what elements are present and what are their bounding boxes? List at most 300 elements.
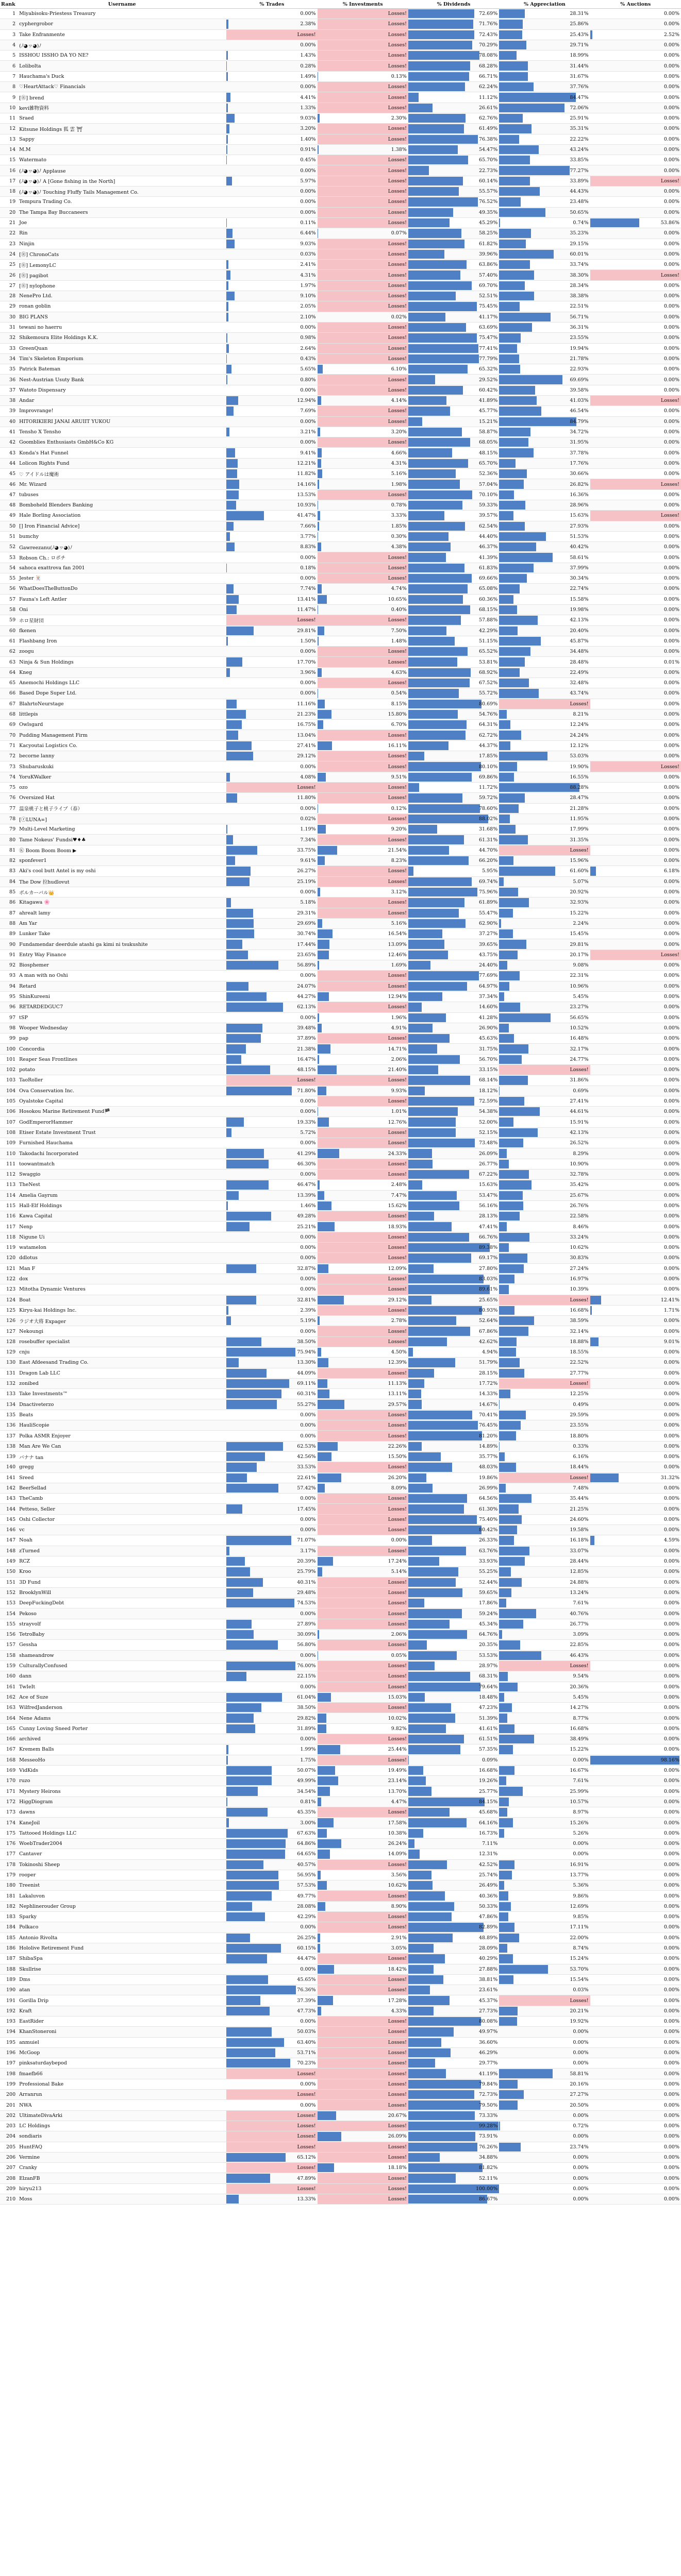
- percentage-value: Losses!: [388, 1548, 407, 1554]
- percentage-value: 52.51%: [479, 293, 498, 299]
- investments-cell: [318, 385, 408, 395]
- dividends-cell: [408, 521, 499, 531]
- percentage-value: 14.67%: [479, 1401, 498, 1408]
- percentage-value: 45.77%: [479, 408, 498, 414]
- trades-cell: [226, 19, 317, 29]
- table-row: [0, 866, 681, 876]
- percentage-value: 11.95%: [570, 816, 589, 822]
- percentage-value: 26.82%: [570, 481, 589, 487]
- trades-cell: [226, 740, 317, 751]
- investments-cell: [318, 1316, 408, 1326]
- auctions-cell: [590, 1943, 681, 1953]
- appreciation-cell: [499, 92, 590, 103]
- percentage-value: 0.00%: [663, 1192, 679, 1198]
- username-cell: Sraed: [18, 113, 226, 123]
- percentage-bar: [226, 543, 235, 551]
- percentage-bar: [226, 490, 239, 499]
- percentage-value: 33.74%: [570, 262, 589, 268]
- appreciation-cell: [499, 1755, 590, 1765]
- table-row: [0, 249, 681, 259]
- percentage-value: 49.28%: [297, 1213, 316, 1219]
- appreciation-cell: [499, 113, 590, 123]
- percentage-bar: [408, 1087, 425, 1095]
- percentage-bar: [408, 532, 449, 541]
- percentage-value: 58.61%: [570, 554, 589, 561]
- appreciation-cell: [499, 876, 590, 887]
- percentage-value: 4.94%: [482, 1349, 498, 1355]
- percentage-bar: [318, 710, 332, 719]
- percentage-bar: [408, 2090, 474, 2099]
- percentage-value: 0.72%: [573, 2123, 589, 2129]
- appreciation-cell: [499, 1420, 590, 1431]
- percentage-bar: [408, 1588, 462, 1597]
- column-header-appreciation[interactable]: % Appreciation: [499, 0, 590, 9]
- percentage-value: 0.00%: [663, 167, 679, 174]
- username-cell: KaneJoil: [18, 1818, 226, 1828]
- username-cell: Owlsgard: [18, 720, 226, 730]
- rank-cell: 19: [0, 197, 18, 207]
- percentage-bar: [226, 1986, 296, 1994]
- trades-cell: [226, 1692, 317, 1702]
- percentage-bar: [226, 281, 228, 290]
- percentage-value: 2.24%: [573, 920, 589, 926]
- table-body: [0, 9, 681, 2205]
- table-row: [0, 1723, 681, 1734]
- percentage-value: 5.36%: [573, 1883, 589, 1889]
- percentage-value: 61.49%: [479, 126, 498, 132]
- percentage-bar: [408, 1003, 422, 1011]
- percentage-value: Losses!: [388, 282, 407, 289]
- trades-cell: [226, 1786, 317, 1797]
- percentage-value: 65.52%: [479, 649, 498, 655]
- percentage-bar: [408, 250, 444, 259]
- auctions-cell: [590, 2163, 681, 2173]
- percentage-bar: [226, 1473, 247, 1482]
- percentage-bar: [318, 114, 320, 123]
- percentage-bar: [318, 720, 324, 729]
- auctions-cell: [590, 604, 681, 615]
- percentage-value: 77.79%: [479, 355, 498, 362]
- appreciation-cell: [499, 207, 590, 217]
- username-cell: [ⓡLUNA∞]: [18, 814, 226, 824]
- trades-cell: [226, 1734, 317, 1744]
- percentage-value: 0.00%: [663, 325, 679, 331]
- rank-cell: 48: [0, 500, 18, 510]
- investments-cell: [318, 751, 408, 761]
- percentage-bar: [318, 856, 325, 865]
- trades-cell: [226, 1660, 317, 1671]
- dividends-cell: [408, 197, 499, 207]
- percentage-bar: [318, 1316, 320, 1325]
- auctions-cell: [590, 165, 681, 176]
- percentage-value: 19.90%: [570, 764, 589, 770]
- investments-cell: [318, 1807, 408, 1818]
- percentage-value: 27.41%: [297, 742, 316, 749]
- rank-cell: 58: [0, 604, 18, 615]
- percentage-value: 61.04%: [297, 1694, 316, 1700]
- appreciation-cell: [499, 1587, 590, 1598]
- auctions-cell: [590, 176, 681, 186]
- appreciation-cell: [499, 594, 590, 604]
- percentage-bar: [499, 1954, 513, 1963]
- investments-cell: [318, 615, 408, 625]
- percentage-bar: [408, 2059, 436, 2067]
- percentage-value: 0.00%: [300, 1014, 316, 1021]
- table-row: [0, 1107, 681, 1117]
- percentage-bar: [408, 386, 463, 395]
- percentage-value: 42.13%: [570, 1129, 589, 1136]
- appreciation-cell: [499, 489, 590, 500]
- percentage-bar: [408, 469, 456, 478]
- percentage-value: 38.50%: [297, 1705, 316, 1711]
- percentage-value: 22.51%: [570, 303, 589, 310]
- percentage-value: 22.52%: [570, 1360, 589, 1366]
- percentage-value: 31.86%: [570, 1077, 589, 1083]
- percentage-value: 89.61%: [479, 1286, 498, 1293]
- dividends-cell: [408, 1284, 499, 1295]
- appreciation-cell: [499, 1012, 590, 1023]
- appreciation-cell: [499, 1598, 590, 1608]
- appreciation-cell: [499, 1431, 590, 1441]
- username-cell: NenePro Ltd.: [18, 291, 226, 301]
- dividends-cell: [408, 981, 499, 991]
- trades-cell: [226, 1305, 317, 1315]
- investments-cell: [318, 19, 408, 29]
- percentage-value: 10.62%: [570, 1245, 589, 1251]
- percentage-value: 0.00%: [300, 575, 316, 582]
- table-row: [0, 1358, 681, 1368]
- appreciation-cell: [499, 1410, 590, 1420]
- percentage-bar: [226, 1975, 268, 1984]
- table-row: [0, 1682, 681, 1692]
- dividends-cell: [408, 531, 499, 541]
- column-header-trades[interactable]: % Trades: [226, 0, 317, 9]
- rank-cell: 35: [0, 364, 18, 375]
- percentage-value: Losses!: [388, 189, 407, 195]
- username-cell: Fundamendar deerdule atashi ga kimi ni tsukushite: [18, 939, 226, 950]
- investments-cell: [318, 1880, 408, 1891]
- percentage-bar: [318, 480, 319, 488]
- percentage-bar: [408, 2038, 442, 2047]
- investments-cell: [318, 260, 408, 270]
- trades-cell: [226, 1828, 317, 1838]
- percentage-value: 39.58%: [570, 387, 589, 393]
- percentage-bar: [318, 1944, 320, 1953]
- username-cell: Etiser Estate Investment Trust: [18, 1127, 226, 1138]
- rank-cell: 154: [0, 1608, 18, 1619]
- percentage-value: Losses!: [388, 1172, 407, 1178]
- dividends-cell: [408, 500, 499, 510]
- percentage-bar: [499, 1421, 521, 1430]
- percentage-bar: [408, 218, 450, 227]
- rank-cell: 153: [0, 1598, 18, 1608]
- trades-cell: [226, 1630, 317, 1640]
- appreciation-cell: [499, 1535, 590, 1546]
- trades-cell: [226, 2037, 317, 2047]
- auctions-cell: [590, 2058, 681, 2069]
- table-row: [0, 657, 681, 667]
- investments-cell: [318, 1954, 408, 1964]
- rank-cell: 136: [0, 1420, 18, 1431]
- column-header-investments[interactable]: % Investments: [318, 0, 408, 9]
- dividends-cell: [408, 1494, 499, 1504]
- dividends-cell: [408, 1054, 499, 1064]
- column-header-dividends[interactable]: % Dividends: [408, 0, 499, 9]
- table-row: [0, 50, 681, 61]
- percentage-value: 4.31%: [391, 460, 407, 466]
- dividends-cell: [408, 2194, 499, 2205]
- username-cell: pap: [18, 1033, 226, 1044]
- percentage-value: 0.00%: [663, 753, 679, 759]
- percentage-bar: [318, 637, 319, 646]
- column-header-username[interactable]: Username: [18, 0, 226, 9]
- percentage-bar: [408, 668, 471, 677]
- rank-cell: 132: [0, 1378, 18, 1388]
- table-row: [0, 416, 681, 427]
- trades-cell: [226, 2069, 317, 2079]
- percentage-value: 36.60%: [479, 2039, 498, 2045]
- percentage-bar: [499, 835, 527, 844]
- percentage-value: Losses!: [388, 1077, 407, 1083]
- column-header-rank[interactable]: Rank: [0, 0, 18, 9]
- percentage-value: 9.85%: [573, 1914, 589, 1920]
- percentage-value: 0.00%: [663, 1684, 679, 1690]
- auctions-cell: [590, 709, 681, 719]
- percentage-bar: [408, 898, 464, 907]
- dividends-cell: [408, 2131, 499, 2142]
- percentage-value: Losses!: [388, 2019, 407, 2025]
- auctions-cell: [590, 2016, 681, 2027]
- investments-cell: [318, 845, 408, 855]
- username-cell: 3D Fund: [18, 1577, 226, 1587]
- appreciation-cell: [499, 165, 590, 176]
- percentage-value: 7.74%: [300, 586, 316, 592]
- username-cell: Hosokou Marine Retirement Fund🏴: [18, 1107, 226, 1117]
- trades-cell: [226, 71, 317, 81]
- percentage-value: 0.00%: [663, 303, 679, 310]
- table-row: [0, 1671, 681, 1682]
- percentage-value: 62.72%: [479, 732, 498, 738]
- investments-cell: [318, 1964, 408, 1974]
- dividends-cell: [408, 1002, 499, 1012]
- investments-cell: [318, 1222, 408, 1232]
- trades-cell: [226, 1012, 317, 1023]
- table-row: [0, 740, 681, 751]
- percentage-bar: [318, 1400, 344, 1409]
- percentage-value: 0.00%: [663, 355, 679, 362]
- percentage-bar: [318, 1839, 341, 1848]
- percentage-bar: [226, 292, 235, 300]
- percentage-value: 0.00%: [573, 2029, 589, 2035]
- appreciation-cell: [499, 845, 590, 855]
- table-row: [0, 1243, 681, 1253]
- rank-cell: 184: [0, 1922, 18, 1933]
- dividends-cell: [408, 1023, 499, 1033]
- username-cell: Improvrange!: [18, 406, 226, 416]
- percentage-bar: [318, 469, 322, 478]
- percentage-bar: [226, 270, 230, 279]
- table-row: [0, 1514, 681, 1524]
- percentage-bar: [318, 1201, 332, 1210]
- appreciation-cell: [499, 1682, 590, 1692]
- username-cell: zTurned: [18, 1546, 226, 1556]
- appreciation-cell: [499, 312, 590, 322]
- percentage-value: 0.33%: [573, 1443, 589, 1449]
- percentage-value: 0.00%: [663, 1224, 679, 1230]
- trades-cell: [226, 333, 317, 343]
- trades-cell: [226, 395, 317, 405]
- percentage-bar: [499, 595, 513, 604]
- appreciation-cell: [499, 1180, 590, 1190]
- percentage-bar: [408, 1296, 431, 1304]
- appreciation-cell: [499, 260, 590, 270]
- percentage-value: 29.69%: [297, 920, 316, 926]
- percentage-value: 88.28%: [570, 785, 589, 791]
- appreciation-cell: [499, 2121, 590, 2131]
- percentage-value: 14.71%: [388, 1046, 407, 1052]
- username-cell: Watermato: [18, 155, 226, 165]
- percentage-bar: [499, 1348, 516, 1357]
- username-cell: BIG PLANS: [18, 312, 226, 322]
- appreciation-cell: [499, 991, 590, 1002]
- percentage-bar: [226, 1881, 278, 1890]
- percentage-bar: [318, 961, 319, 970]
- dividends-cell: [408, 437, 499, 448]
- percentage-value: 32.48%: [570, 680, 589, 686]
- percentage-bar: [408, 1902, 454, 1911]
- dividends-cell: [408, 364, 499, 375]
- username-cell: TetroBaby: [18, 1630, 226, 1640]
- username-cell: Rin: [18, 228, 226, 239]
- percentage-value: 15.63%: [479, 1182, 498, 1188]
- percentage-value: Losses!: [388, 2185, 407, 2192]
- percentage-bar: [226, 145, 227, 154]
- percentage-value: 26.90%: [479, 1025, 498, 1031]
- percentage-bar: [408, 20, 474, 28]
- column-header-auctions[interactable]: % Auctions: [590, 0, 681, 9]
- trades-cell: [226, 197, 317, 207]
- appreciation-cell: [499, 280, 590, 291]
- percentage-bar: [408, 1400, 422, 1409]
- percentage-value: Losses!: [388, 1956, 407, 1962]
- dividends-cell: [408, 887, 499, 897]
- trades-cell: [226, 2131, 317, 2142]
- percentage-value: 18.48%: [479, 1694, 498, 1700]
- dividends-cell: [408, 2090, 499, 2100]
- table-row: [0, 1577, 681, 1587]
- dividends-cell: [408, 929, 499, 939]
- percentage-value: Losses!: [297, 2071, 316, 2077]
- trades-cell: [226, 2173, 317, 2183]
- percentage-value: Losses!: [388, 983, 407, 989]
- percentage-value: 53.53%: [479, 1652, 498, 1658]
- percentage-value: Losses!: [297, 785, 316, 791]
- percentage-bar: [408, 511, 444, 520]
- table-row: [0, 103, 681, 113]
- percentage-value: 0.00%: [663, 1851, 679, 1857]
- percentage-value: Losses!: [388, 136, 407, 142]
- auctions-cell: [590, 991, 681, 1002]
- rank-cell: 76: [0, 793, 18, 803]
- appreciation-cell: [499, 1828, 590, 1838]
- appreciation-cell: [499, 782, 590, 792]
- investments-cell: [318, 782, 408, 792]
- percentage-bar: [408, 1630, 467, 1639]
- rank-cell: 105: [0, 1096, 18, 1106]
- percentage-value: Losses!: [388, 408, 407, 414]
- percentage-value: 65.12%: [297, 2155, 316, 2160]
- rank-cell: 149: [0, 1556, 18, 1566]
- percentage-value: Losses!: [388, 1098, 407, 1105]
- table-row: [0, 1838, 681, 1849]
- rank-cell: 106: [0, 1107, 18, 1117]
- rank-cell: 38: [0, 395, 18, 405]
- percentage-value: 28.96%: [570, 502, 589, 509]
- percentage-value: 0.00%: [663, 1443, 679, 1449]
- percentage-value: 0.00%: [663, 2175, 679, 2181]
- auctions-cell: [590, 1483, 681, 1493]
- percentage-bar: [408, 313, 446, 321]
- dividends-cell: [408, 1263, 499, 1274]
- table-row: [0, 364, 681, 375]
- percentage-bar: [318, 1117, 329, 1126]
- percentage-value: 0.00%: [663, 1370, 679, 1376]
- percentage-value: 0.00%: [300, 2102, 316, 2108]
- investments-cell: [318, 657, 408, 667]
- percentage-bar: [499, 1463, 516, 1471]
- percentage-value: Losses!: [388, 31, 407, 38]
- percentage-value: 47.73%: [297, 2008, 316, 2014]
- percentage-value: 5.45%: [573, 1694, 589, 1700]
- table-row: [0, 1012, 681, 1023]
- percentage-value: 0.00%: [663, 1914, 679, 1920]
- percentage-value: 0.12%: [391, 805, 407, 811]
- percentage-value: 61.89%: [479, 900, 498, 906]
- dividends-cell: [408, 950, 499, 960]
- percentage-value: 4.66%: [391, 450, 407, 456]
- percentage-bar: [499, 323, 532, 332]
- auctions-cell: [590, 134, 681, 144]
- percentage-bar: [499, 2017, 517, 2026]
- percentage-bar: [499, 1003, 520, 1011]
- table-row: [0, 1295, 681, 1305]
- percentage-value: 0.00%: [663, 2144, 679, 2150]
- percentage-bar: [499, 501, 525, 510]
- investments-cell: [318, 1922, 408, 1933]
- percentage-value: 67.22%: [479, 1172, 498, 1178]
- rank-cell: 20: [0, 207, 18, 217]
- rank-cell: 124: [0, 1295, 18, 1305]
- percentage-bar: [408, 731, 466, 739]
- percentage-bar: [318, 1934, 320, 1942]
- percentage-bar: [226, 940, 242, 948]
- username-cell: ShinKureeni: [18, 991, 226, 1002]
- username-cell: Beats: [18, 1410, 226, 1420]
- rank-cell: 177: [0, 1849, 18, 1859]
- table-row: [0, 2027, 681, 2037]
- percentage-bar: [499, 240, 525, 248]
- table-row: [0, 2173, 681, 2183]
- username-cell: バナナ tan: [18, 1451, 226, 1462]
- percentage-bar: [318, 1567, 322, 1576]
- appreciation-cell: [499, 2069, 590, 2079]
- investments-cell: [318, 2069, 408, 2079]
- appreciation-cell: [499, 1797, 590, 1807]
- percentage-value: 26.49%: [479, 1883, 498, 1889]
- table-row: [0, 1033, 681, 1044]
- auctions-cell: [590, 1222, 681, 1232]
- percentage-value: Losses!: [388, 1338, 407, 1345]
